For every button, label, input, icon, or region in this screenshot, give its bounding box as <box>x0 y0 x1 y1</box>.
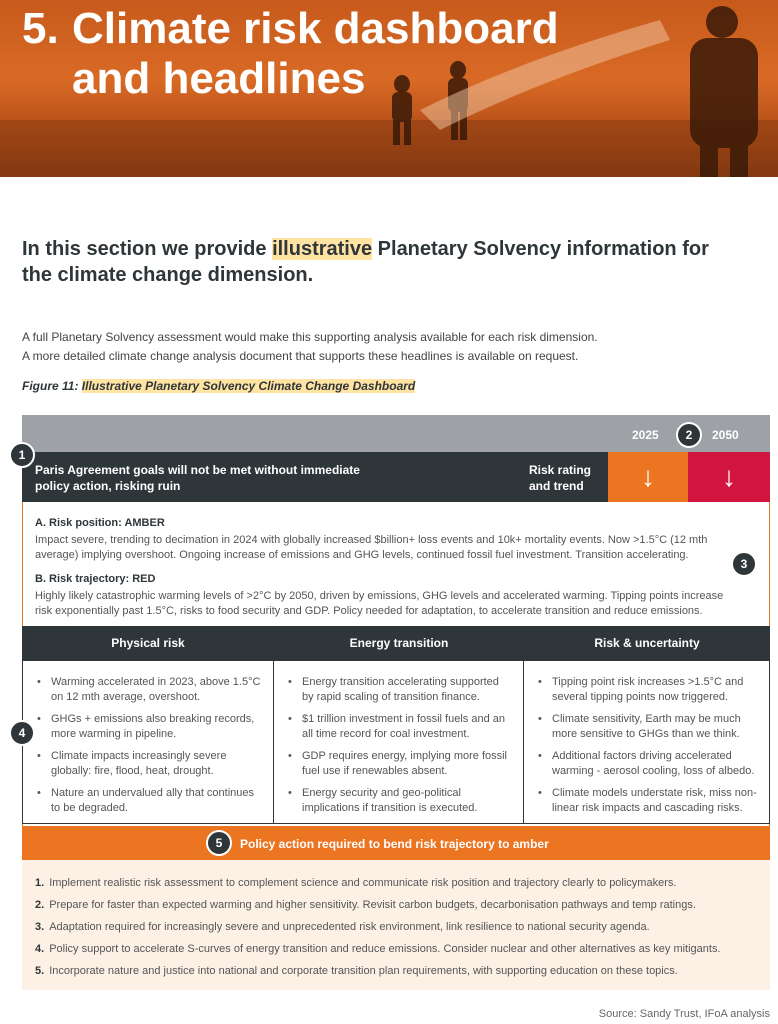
marker-5: 5 <box>206 830 232 856</box>
intro-heading <box>22 236 722 288</box>
rating-cell-2025 <box>608 452 688 502</box>
down-arrow-icon: ↓ <box>722 461 736 492</box>
risk-position-text: Impact severe, trending to decimation in 2024 with globally increased $billion+ loss events and 10k+ mortality events. Now >1.5°C (12 mth average) implying overshoot. Ongoing increase of emissions and GHG levels, continued fossil fuel investment. Transition accelerating. <box>35 534 708 561</box>
marker-3: 3 <box>731 551 757 577</box>
intro-pre: In this section we provide <box>22 238 273 260</box>
hero-banner <box>0 0 778 177</box>
list-item: • Nature an undervalued ally that continues to be degraded. <box>37 786 261 816</box>
description <box>22 328 762 366</box>
list-item: • GDP requires energy, implying more fossil fuel use if renewables absent. <box>288 749 511 779</box>
source-note: Source: Sandy Trust, IFoA analysis <box>598 1008 770 1020</box>
item-number: 1. <box>35 877 45 889</box>
description-line-2: A more detailed climate change analysis document that supports these headlines is available on request. <box>22 349 579 363</box>
column-title-energy: Energy transition <box>349 636 449 650</box>
year-2050: 2050 <box>712 428 739 442</box>
section-number: 5. <box>22 4 59 53</box>
rating-label-2: and trend <box>529 479 584 493</box>
figure-caption <box>22 379 415 393</box>
list-item: • GHGs + emissions also breaking records, more warming in pipeline. <box>37 712 261 742</box>
list-item: • Energy transition accelerating supported by rapid scaling of transition finance. <box>288 675 511 705</box>
item-number: 3. <box>35 921 45 933</box>
item-text: Policy support to accelerate S-curves of energy transition and reduce emissions. Consider nuclear and other alternatives as key mitigants. <box>49 943 721 955</box>
item-number: 2. <box>35 899 45 911</box>
figure-title: Illustrative Planetary Solvency Climate Change Dashboard <box>81 379 416 393</box>
down-arrow-icon: ↓ <box>641 461 655 492</box>
figure-label: Figure 11: <box>22 379 82 393</box>
item-text: Implement realistic risk assessment to complement science and communicate risk position and trajectory clearly to policymakers. <box>49 877 677 889</box>
policy-list <box>35 876 755 986</box>
page-title <box>22 4 559 104</box>
list-item: • Climate sensitivity, Earth may be much more sensitive to GHGs than we think. <box>538 712 757 742</box>
policy-title: Policy action required to bend risk trajectory to amber <box>240 837 549 851</box>
column-title-risk: Risk & uncertainty <box>594 636 700 650</box>
list-item: • Warming accelerated in 2023, above 1.5°C on 12 mth average, overshoot. <box>37 675 261 705</box>
list-item: • Climate models understate risk, miss non-linear risk impacts and cascading risks. <box>538 786 757 816</box>
list-item <box>35 876 755 891</box>
rating-cell-2050 <box>688 452 770 502</box>
intro-highlight: illustrative <box>272 238 373 260</box>
risk-trajectory-label: B. Risk trajectory: <box>35 573 133 585</box>
rating-label-1: Risk rating <box>529 463 592 477</box>
column-energy <box>274 660 524 824</box>
year-2025: 2025 <box>632 428 659 442</box>
column-title-physical: Physical risk <box>111 636 185 650</box>
list-item: • Climate impacts increasingly severe globally: fire, flood, heat, drought. <box>37 749 261 779</box>
item-text: Adaptation required for increasingly severe and unprecedented risk environment, link resilience to national security agenda. <box>49 921 650 933</box>
title-line-1: Climate risk dashboard <box>72 4 559 53</box>
list-item: • Additional factors driving accelerated warming - aerosol cooling, loss of albedo. <box>538 749 757 779</box>
risk-rating-label <box>529 462 591 494</box>
risk-trajectory-text: Highly likely catastrophic warming levels of >2°C by 2050, driven by emissions, GHG levels and accelerated warming. Tipping points increase risk exponentially past 1.5°C, risks to food security and GDP. Policy needed for adaptation, to accelerate transition and reduce emissions. <box>35 590 724 617</box>
item-number: 5. <box>35 965 45 977</box>
risk-trajectory-value: RED <box>132 573 156 585</box>
item-text: Incorporate nature and justice into national and corporate transition plan requirements, with supporting education on these topics. <box>49 965 678 977</box>
risk-position-value: AMBER <box>124 517 165 529</box>
marker-4: 4 <box>9 720 35 746</box>
risk-position-label: A. Risk position: <box>35 517 125 529</box>
column-risk <box>524 660 770 824</box>
marker-2: 2 <box>676 422 702 448</box>
item-text: Prepare for faster than expected warming and higher sensitivity. Revisit carbon budgets, decarbonisation pathways and temp ratings. <box>49 899 696 911</box>
title-line-2: and headlines <box>72 54 366 103</box>
item-number: 4. <box>35 943 45 955</box>
goal-text: Paris Agreement goals will not be met without immediate policy action, risking ruin <box>35 463 360 493</box>
column-physical <box>22 660 274 824</box>
list-item <box>35 942 755 957</box>
risk-position-heading <box>35 516 735 531</box>
risk-summary <box>35 516 735 619</box>
list-item <box>35 898 755 913</box>
list-item: • Energy security and geo-political implications if transition is executed. <box>288 786 511 816</box>
risk-trajectory-heading <box>35 572 735 587</box>
list-item: • $1 trillion investment in fossil fuels and an all time record for coal investment. <box>288 712 511 742</box>
list-item <box>35 920 755 935</box>
description-line-1: A full Planetary Solvency assessment would make this supporting analysis available for each risk dimension. <box>22 330 598 344</box>
list-item <box>35 964 755 979</box>
marker-1: 1 <box>9 442 35 468</box>
list-item: • Tipping point risk increases >1.5°C and several tipping points now triggered. <box>538 675 757 705</box>
intro-post: Planetary Solvency information for the climate change dimension. <box>22 238 709 286</box>
